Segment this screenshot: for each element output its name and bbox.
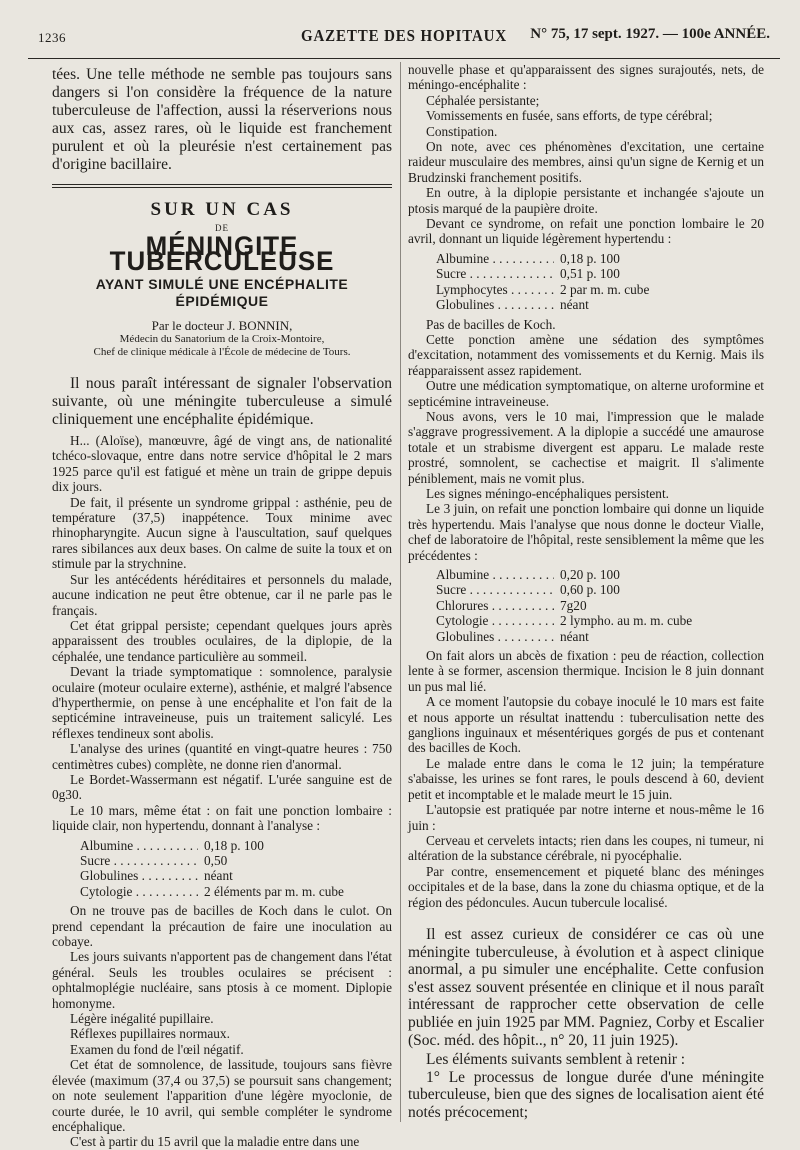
journal-title: GAZETTE DES HOPITAUX — [300, 26, 508, 45]
paragraph: L'analyse des urines (quantité en vingt-quatre heures : 750 centimètres cubes) complète, ne donne rien d'anormal. — [52, 741, 392, 772]
page-number: 1236 — [38, 30, 66, 45]
paragraph: Vomissements en fusée, sans efforts, de type cérébral; — [426, 108, 713, 124]
paragraph: Cette ponction amène une sédation des symptômes d'excitation, notamment des vomissements et du Kernig. Mais ils réapparaissent assez rapidement. — [408, 331, 764, 378]
paragraph: Sur les antécédents héréditaires et personnels du malade, aucune indication ne peut être obtenue, car il ne parle pas le français. — [52, 571, 392, 618]
paragraph: Cet état grippal persiste; cependant quelques jours après apparaissent des troubles oculaires, de la diplopie, de la céphalée, une tendance particulière au sommeil. — [52, 617, 392, 664]
author-affiliation-2: Chef de clinique médicale à l'École de médecine de Tours. — [93, 346, 351, 359]
paragraph: Par contre, ensemencement et piqueté blanc des méninges occipitales et de la base, dans la zone du chiasma optique, et de la région des pédoncules. Aucun tubercule localisé. — [408, 863, 764, 910]
paragraph: On ne trouve pas de bacilles de Koch dans le culot. On prend cependant la précaution de faire une inoculation au cobaye. — [52, 903, 392, 950]
paragraph: Le 10 mars, même état : on fait une ponction lombaire : liquide clair, non hypertendu, donnant à l'analyse : — [52, 802, 392, 834]
article-subtitle: AYANT SIMULÉ UNE ENCÉPHALITE ÉPIDÉMIQUE — [95, 275, 349, 309]
analysis-row: Globulines . . . néant — [436, 297, 764, 312]
paragraph: Céphalée persistante; — [426, 92, 540, 108]
paragraph: Devant ce syndrome, on refait une ponction lombaire le 20 avril, donnant un liquide légèrement hypertendu : — [408, 216, 764, 247]
paragraph: Les signes méningo-encéphaliques persistent. — [426, 485, 669, 501]
analysis-table-3 — [436, 567, 764, 644]
article-title-line-1: SUR UN CAS — [150, 199, 294, 220]
analysis-table-1 — [80, 838, 392, 900]
paragraph: On note, avec ces phénomènes d'excitation, une certaine raideur musculaire des membres, ainsi qu'un signe de Kernig et un Brudzinski franchement positifs. — [408, 139, 764, 185]
analysis-row: Sucre . . . 0,51 p. 100 — [436, 266, 764, 281]
paragraph: On fait alors un abcès de fixation : peu de réaction, collection lente à se former, ascension thermique. Incision le 8 juin donnant un pus mal lié. — [408, 648, 764, 694]
paragraph: Cet état de somnolence, de lassitude, toujours sans fièvre élevée (maximum (37,4 ou 37,5) se poursuit sans changement; on note seulement l'apparition d'une légère myoclonie, de courte durée, le 10 avril, qui semble compléter le syndrome encéphalique. — [52, 1057, 392, 1134]
paragraph: Nous avons, vers le 10 mai, l'impression que le malade s'aggrave progressivement. A la diplopie a succédé une amaurose totale et un strabisme divergent est apparu. Le malade reste prostré, somnolent, se cachectise et maigrit. Il s'alimente péniblement, mais ne vomit plus. — [408, 408, 764, 486]
article-separator-thin — [52, 187, 392, 188]
paragraph: C'est à partir du 15 avril que la maladie entre dans une — [70, 1134, 360, 1150]
analysis-table-2 — [436, 251, 764, 313]
analysis-row: Globulines . . . néant — [436, 629, 764, 644]
paragraph: Le Bordet-Wassermann est négatif. L'urée sanguine est de 0g30. — [52, 771, 392, 803]
page-header — [28, 14, 780, 54]
paragraph: L'autopsie est pratiquée par notre interne et nous-même le 16 juin : — [408, 802, 764, 833]
paragraph: Constipation. — [426, 123, 498, 139]
paragraph: H... (Aloïse), manœuvre, âgé de vingt ans, de nationalité tchéco-slovaque, entre dans notre service d'hôpital le 2 mars 1925 parce qu'il est fatigué et mène un train de grippe depuis dix jours. — [52, 433, 392, 495]
paragraph: Le malade entre dans le coma le 12 juin; la température s'abaisse, les urines se font rares, le pouls descend à 60, devient petit et incomptable et le malade meurt le 15 juin. — [408, 755, 764, 802]
conclusion-paragraph: 1° Le processus de longue durée d'une méningite tuberculeuse, bien que des signes de localisation aient été notés précocement; — [408, 1068, 764, 1121]
analysis-row: Sucre . . . 0,60 p. 100 — [436, 582, 764, 597]
paragraph: Le 3 juin, on refait une ponction lombaire qui donne un liquide très hypertendu. Mais l'analyse que nous donne le docteur Vialle, chef de laboratoire de l'hôpital, reste sensiblement la même que les précédentes : — [408, 501, 764, 563]
lead-paragraph: Il nous paraît intéressant de signaler l'observation suivante, où une méningite tuberculeuse a simulé cliniquement une encéphalite épidémique. — [52, 375, 392, 429]
analysis-row: Chlorures . . . 7g20 — [436, 598, 764, 613]
conclusion-paragraph: Il est assez curieux de considérer ce cas où une méningite tuberculeuse, à évolution et à aspect clinique anormal, a pu simuler une encéphalite. Cette confusion s'est assez souvent présentée en clinique et il nous paraît intéressant de rapprocher cette observation de celle publiée en juin 1925 par MM. Pagniez, Corby et Escalier (Soc. méd. des hôpit.., n° 20, 11 juin 1925). — [408, 925, 764, 1049]
header-rule — [28, 58, 780, 59]
paragraph: Légère inégalité pupillaire. — [70, 1011, 214, 1027]
paragraph: Pas de bacilles de Koch. — [426, 316, 556, 332]
analysis-row: Cytologie . . . 2 lympho. au m. m. cube — [436, 613, 764, 628]
author-affiliation-1: Médecin du Sanatorium de la Croix-Montoire, — [119, 333, 325, 346]
analysis-row: Albumine . . . 0,18 p. 100 — [436, 251, 764, 266]
analysis-row: Albumine . . . 0,18 p. 100 — [80, 838, 392, 853]
article-title-line-2: DE — [215, 223, 229, 234]
paragraph: Examen du fond de l'œil négatif. — [70, 1041, 244, 1057]
left-column — [52, 66, 392, 1150]
analysis-row: Albumine . . . 0,20 p. 100 — [436, 567, 764, 582]
analysis-row: Lymphocytes . . . 2 par m. m. cube — [436, 282, 764, 297]
column-divider — [400, 62, 401, 1122]
conclusion-paragraph: Les éléments suivants semblent à retenir : — [426, 1051, 686, 1069]
paragraph: nouvelle phase et qu'apparaissent des signes surajoutés, nets, de méningo-encéphalite : — [408, 62, 764, 93]
article-author: Par le docteur J. BONNIN, — [151, 317, 293, 333]
paragraph: Cerveau et cervelets intacts; rien dans les coupes, ni tumeur, ni altération de la substance cérébrale, ni pyocéphalie. — [408, 832, 764, 864]
analysis-row: Cytologie . . . 2 éléments par m. m. cube — [80, 884, 392, 899]
issue-info: N° 75, 17 sept. 1927. — 100e ANNÉE. — [530, 26, 770, 42]
paragraph: De fait, il présente un syndrome grippal : asthénie, peu de température (37,5) inappétence. Toux minime avec rhinopharyngite. Aucun signe à l'auscultation, sauf quelques rares sibilances aux deux bases. On calme de suite la toux et on stimule par la strychnine. — [52, 494, 392, 572]
paragraph: Réflexes pupillaires normaux. — [70, 1026, 230, 1042]
article-separator — [52, 184, 392, 185]
analysis-row: Globulines . . . néant — [80, 868, 392, 883]
paragraph: En outre, à la diplopie persistante et inchangée s'ajoute un ptosis marqué de la paupière droite. — [408, 185, 764, 216]
previous-article-end: tées. Une telle méthode ne semble pas toujours sans dangers si l'on considère la fréquence de la nature tuberculeuse de l'affection, aussi la réserverions nous aux cas, assez rares, où le liquide est franchement purulent et où la pleurésie n'est certainement pas d'origine bacillaire. — [52, 66, 392, 173]
paragraph: A ce moment l'autopsie du cobaye inoculé le 10 mars est faite et nous apporte un résultat inattendu : tuberculisation nette des ganglions inguinaux et mésentériques gorgés de pus et contenant des bacilles de Koch. — [408, 694, 764, 756]
article-title-main: MÉNINGITE TUBERCULEUSE — [109, 230, 335, 277]
analysis-row: Sucre . . . 0,50 — [80, 853, 392, 868]
paragraph: Les jours suivants n'apportent pas de changement dans l'état général. Seuls les troubles oculaires se précisent : ophtalmoplégie nucléaire, sans ptosis à ce moment. Diplopie homonyme. — [52, 949, 392, 1011]
paragraph: Outre une médication symptomatique, on alterne uroformine et septicémine intraveineuse. — [408, 378, 764, 409]
right-column — [408, 62, 764, 1121]
paragraph: Devant la triade symptomatique : somnolence, paralysie oculaire (moteur oculaire externe), asthénie, et malgré l'absence d'hyperthermie, on pense à une encéphalite et l'on fait de la septicémine intraveineuse, puis un traitement salicylé. Les réflexes tendineux sont abolis. — [52, 664, 392, 741]
